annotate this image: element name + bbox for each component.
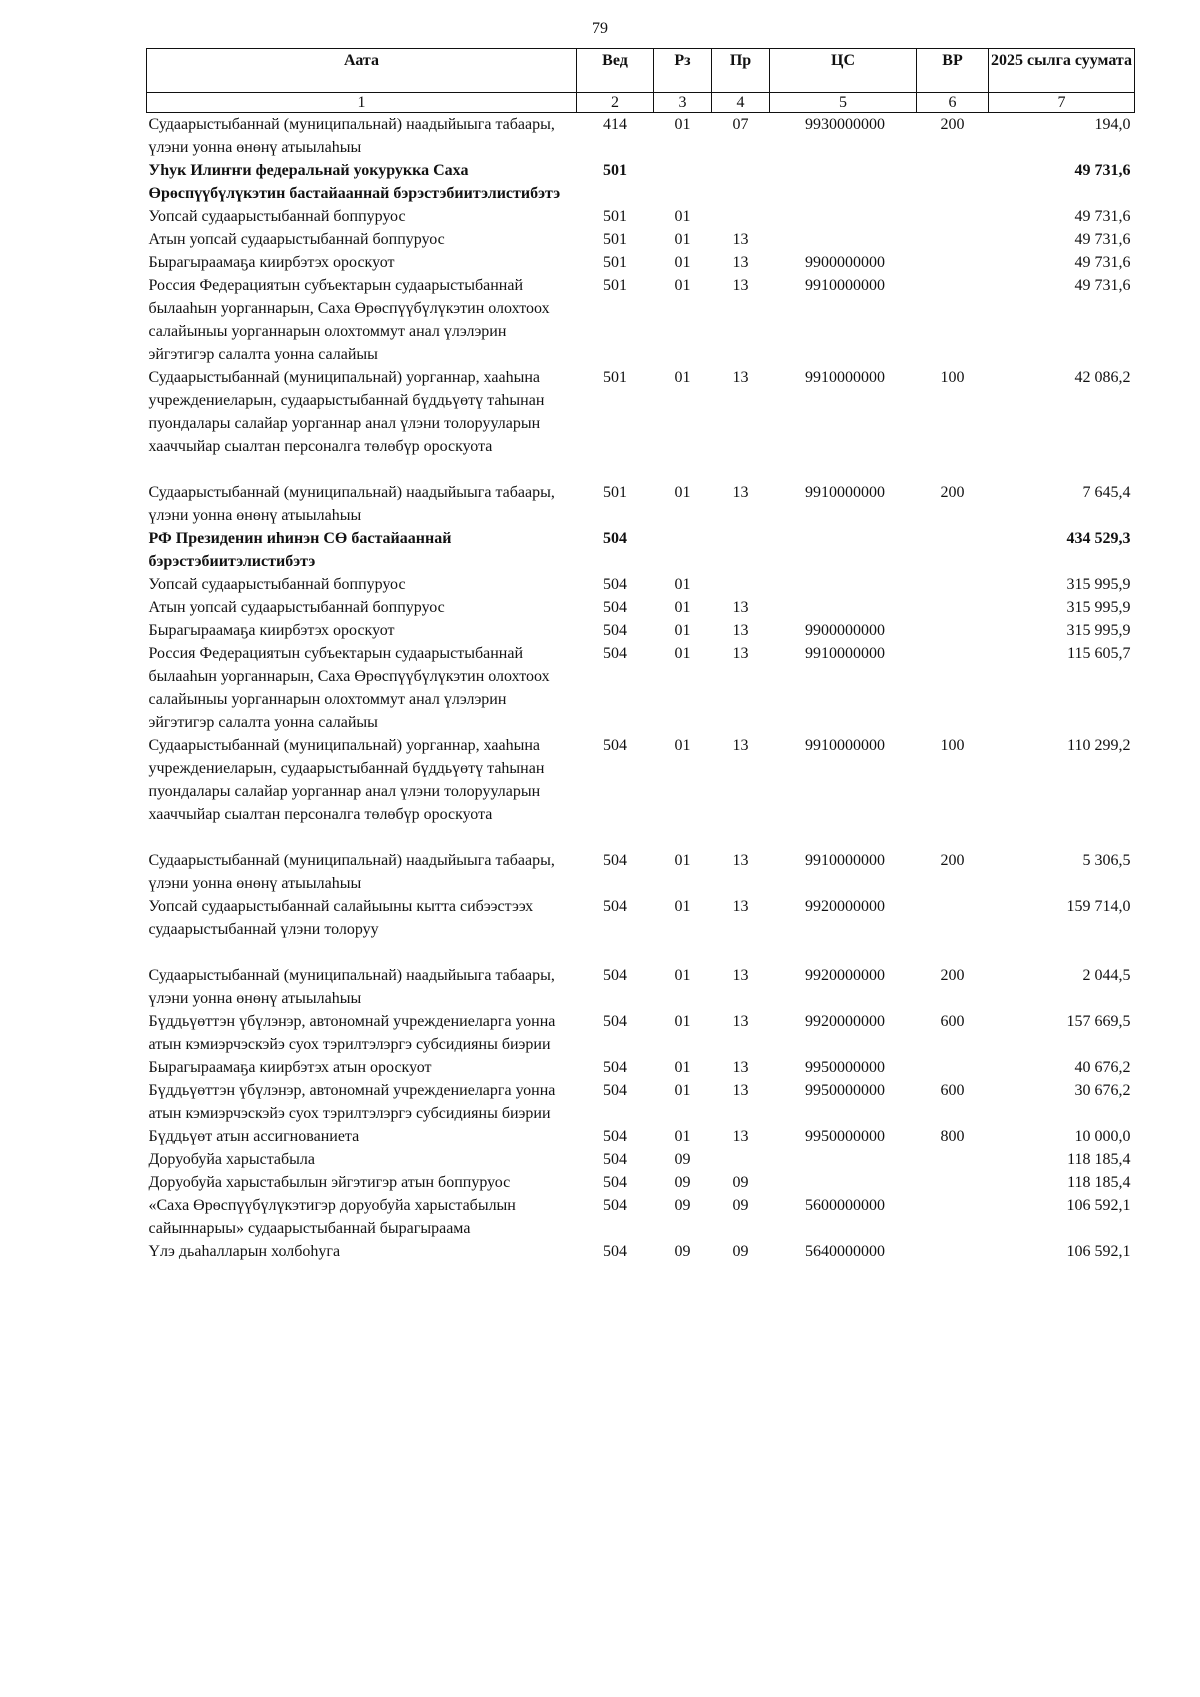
row-vr: 800 [940, 1128, 965, 1145]
row-vr [917, 895, 989, 964]
row-pr: 13 [732, 1082, 749, 1099]
row-ved: 504 [603, 622, 627, 639]
row-pr: 13 [732, 599, 749, 616]
row-pr: 09 [732, 1243, 749, 1260]
row-sum: 10 000,0 [1074, 1128, 1131, 1145]
row-sum: 49 731,6 [1074, 162, 1131, 179]
row-sum: 118 185,4 [1067, 1151, 1131, 1168]
row-name: Уопсай судаарыстыбаннай боппуруос [148, 208, 406, 225]
budget-table [146, 48, 1135, 1263]
row-rz [654, 159, 712, 205]
row-name: Судаарыстыбаннай (муниципальнай) наадыйыыга табаары, үлэни уонна өнөнү атыылаһыы [148, 116, 555, 156]
row-cs: 9950000000 [805, 1059, 885, 1076]
row-vr: 200 [940, 484, 965, 501]
column-header-cs: ЦС [770, 49, 917, 93]
row-rz: 01 [674, 599, 691, 616]
row-name: Россия Федерациятын субъектарын судаарыстыбаннай былааһын уорганнарын, Саха Өрөспүүбүлүкэтин олохтоох салайыныы уорганнарын олохтоммут анал үлэлэрин эйгэтигэр салалта уонна салайыы [148, 277, 550, 363]
row-pr: 09 [732, 1197, 749, 1214]
row-ved: 504 [603, 530, 627, 547]
table-row [147, 619, 1135, 642]
row-name: Судаарыстыбаннай (муниципальнай) наадыйыыга табаары, үлэни уонна өнөнү атыылаһыы [148, 852, 555, 892]
row-vr: 200 [940, 852, 965, 869]
row-cs: 9910000000 [805, 277, 885, 294]
table-body [147, 113, 1135, 1264]
row-ved: 504 [603, 967, 627, 984]
row-sum: 42 086,2 [1074, 369, 1131, 386]
row-sum: 157 669,5 [1066, 1013, 1131, 1030]
table-header-row [147, 49, 1135, 93]
row-ved: 501 [603, 231, 627, 248]
row-rz: 01 [674, 231, 691, 248]
row-ved: 504 [603, 1174, 627, 1191]
table-row [147, 228, 1135, 251]
row-pr [712, 573, 770, 596]
row-cs: 9910000000 [805, 484, 885, 501]
row-name: Бырагыраамаҕа киирбэтэх атын ороскуот [148, 1059, 432, 1076]
row-ved: 504 [603, 852, 627, 869]
row-rz [654, 527, 712, 573]
row-name: Уһук Илиҥҥи федеральнай уокурукка Саха Өрөспүүбүлүкэтин бастайааннай бэрэстэбиитэлистибэтэ [148, 162, 561, 202]
row-vr: 600 [940, 1013, 965, 1030]
row-pr [712, 1148, 770, 1171]
column-number: 4 [712, 93, 770, 113]
row-vr [917, 1171, 989, 1194]
row-sum: 106 592,1 [1066, 1243, 1131, 1260]
row-ved: 414 [603, 116, 627, 133]
row-name: Уопсай судаарыстыбаннай боппуруос [148, 576, 406, 593]
row-name: Бүддьүөттэн үбүлэнэр, автономнай учреждениеларга уонна атын кэмиэрчэскэйэ суох тэрилтэлэргэ субсидияны биэрии [148, 1082, 556, 1122]
row-sum: 49 731,6 [1074, 254, 1131, 271]
row-vr: 100 [940, 737, 965, 754]
row-name: Судаарыстыбаннай (муниципальнай) наадыйыыга табаары, үлэни уонна өнөнү атыылаһыы [148, 967, 555, 1007]
table-row [147, 274, 1135, 366]
row-ved: 501 [603, 208, 627, 225]
row-vr [917, 1194, 989, 1240]
row-name: Судаарыстыбаннай (муниципальнай) уорганнар, хааһына учреждениеларын, судаарыстыбаннай бүддьүөтү таһынан пуондалары салайар уорганнар анал үлэни толорууларын хааччыйар сыалтан персоналга төлөбүр ороскуота [148, 737, 545, 823]
row-rz: 01 [674, 116, 691, 133]
table-row [147, 895, 1135, 964]
row-pr: 13 [732, 277, 749, 294]
row-pr: 13 [732, 1128, 749, 1145]
row-cs: 9920000000 [805, 967, 885, 984]
row-sum: 159 714,0 [1066, 898, 1131, 915]
row-cs [770, 527, 917, 573]
row-rz: 01 [674, 254, 691, 271]
row-rz: 01 [674, 277, 691, 294]
row-rz: 09 [674, 1151, 691, 1168]
row-vr: 200 [940, 116, 965, 133]
row-rz: 01 [674, 1013, 691, 1030]
row-name: Бүддьүөттэн үбүлэнэр, автономнай учреждениеларга уонна атын кэмиэрчэскэйэ суох тэрилтэлэргэ субсидияны биэрии [148, 1013, 556, 1053]
row-pr [712, 205, 770, 228]
row-vr [917, 573, 989, 596]
column-number: 2 [577, 93, 654, 113]
row-pr [712, 527, 770, 573]
row-rz: 09 [674, 1174, 691, 1191]
row-pr: 13 [732, 254, 749, 271]
column-number: 5 [770, 93, 917, 113]
row-ved: 504 [603, 576, 627, 593]
row-sum: 315 995,9 [1066, 599, 1131, 616]
row-sum: 106 592,1 [1066, 1197, 1131, 1214]
row-vr: 100 [940, 369, 965, 386]
row-cs: 9910000000 [805, 737, 885, 754]
row-name: Үлэ дьаһалларын холбоһуга [148, 1243, 341, 1260]
row-name: Бүддьүөт атын ассигнованиета [148, 1128, 360, 1145]
table-row [147, 1240, 1135, 1263]
table-row [147, 1056, 1135, 1079]
row-rz: 01 [674, 622, 691, 639]
row-vr [917, 251, 989, 274]
row-vr [917, 642, 989, 734]
row-name: Атын уопсай судаарыстыбаннай боппуруос [148, 599, 445, 616]
column-number: 3 [654, 93, 712, 113]
row-name: Судаарыстыбаннай (муниципальнай) наадыйыыга табаары, үлэни уонна өнөнү атыылаһыы [148, 484, 555, 524]
row-pr: 13 [732, 1059, 749, 1076]
row-cs [770, 573, 917, 596]
row-pr: 13 [732, 369, 749, 386]
column-header-rz: Рз [654, 49, 712, 93]
row-ved: 504 [603, 1197, 627, 1214]
table-row [147, 159, 1135, 205]
row-vr [917, 1240, 989, 1263]
column-number: 1 [147, 93, 577, 113]
row-sum: 40 676,2 [1074, 1059, 1131, 1076]
row-vr [917, 159, 989, 205]
row-ved: 504 [603, 898, 627, 915]
row-ved: 504 [603, 1082, 627, 1099]
row-pr: 13 [732, 231, 749, 248]
row-vr [917, 619, 989, 642]
row-vr: 600 [940, 1082, 965, 1099]
row-sum: 49 731,6 [1074, 208, 1131, 225]
row-name: Доруобуйа харыстабыла [148, 1151, 316, 1168]
row-cs: 9930000000 [805, 116, 885, 133]
row-sum: 315 995,9 [1066, 622, 1131, 639]
row-sum: 30 676,2 [1074, 1082, 1131, 1099]
table-row [147, 596, 1135, 619]
row-pr: 13 [732, 898, 749, 915]
row-pr: 13 [732, 737, 749, 754]
row-cs [770, 205, 917, 228]
column-header-ved: Вед [577, 49, 654, 93]
table-row [147, 1010, 1135, 1056]
row-cs [770, 228, 917, 251]
row-pr: 09 [732, 1174, 749, 1191]
row-sum: 110 299,2 [1067, 737, 1131, 754]
row-sum: 49 731,6 [1074, 231, 1131, 248]
table-row [147, 1171, 1135, 1194]
row-rz: 01 [674, 484, 691, 501]
row-name: Уопсай судаарыстыбаннай салайыыны кыттa сибээстээх судаарыстыбаннай үлэни толоруу [148, 898, 534, 938]
row-vr [917, 1056, 989, 1079]
row-cs: 9910000000 [805, 852, 885, 869]
row-sum: 315 995,9 [1066, 576, 1131, 593]
row-ved: 504 [603, 737, 627, 754]
table-row [147, 642, 1135, 734]
row-ved: 504 [603, 1151, 627, 1168]
row-vr [917, 527, 989, 573]
row-vr [917, 274, 989, 366]
row-pr: 13 [732, 967, 749, 984]
row-cs: 9900000000 [805, 254, 885, 271]
row-sum: 7 645,4 [1082, 484, 1131, 501]
row-cs: 5600000000 [805, 1197, 885, 1214]
table-row [147, 113, 1135, 160]
row-rz: 01 [674, 967, 691, 984]
table-row [147, 849, 1135, 895]
row-rz: 01 [674, 898, 691, 915]
row-name: РФ Президенин иһинэн СӨ бастайааннай бэрэстэбиитэлистибэтэ [148, 530, 452, 570]
table-row [147, 964, 1135, 1010]
row-vr [917, 205, 989, 228]
table-row [147, 1148, 1135, 1171]
row-cs: 9950000000 [805, 1082, 885, 1099]
row-cs: 5640000000 [805, 1243, 885, 1260]
column-number-row [147, 93, 1135, 113]
row-cs [770, 596, 917, 619]
row-ved: 504 [603, 599, 627, 616]
row-ved: 501 [603, 369, 627, 386]
row-ved: 504 [603, 1059, 627, 1076]
row-vr: 200 [940, 967, 965, 984]
row-name: Атын уопсай судаарыстыбаннай боппуруос [148, 231, 445, 248]
row-pr [712, 159, 770, 205]
page-number: 79 [592, 20, 608, 37]
row-cs [770, 1148, 917, 1171]
row-vr [917, 228, 989, 251]
table-row [147, 573, 1135, 596]
row-sum: 118 185,4 [1067, 1174, 1131, 1191]
table-row [147, 527, 1135, 573]
table-row [147, 205, 1135, 228]
column-header-sum: 2025 сылга суумата [989, 49, 1135, 93]
row-ved: 504 [603, 1013, 627, 1030]
row-vr [917, 596, 989, 619]
row-cs: 9920000000 [805, 1013, 885, 1030]
row-name: Бырагыраамаҕа киирбэтэх ороскуот [148, 622, 395, 639]
row-sum: 115 605,7 [1067, 645, 1131, 662]
table-row [147, 1194, 1135, 1240]
table-row [147, 251, 1135, 274]
table-row [147, 734, 1135, 849]
row-rz: 01 [674, 369, 691, 386]
row-ved: 501 [603, 484, 627, 501]
table-row [147, 1125, 1135, 1148]
table-row [147, 481, 1135, 527]
row-sum: 49 731,6 [1074, 277, 1131, 294]
row-cs: 9900000000 [805, 622, 885, 639]
row-pr: 13 [732, 622, 749, 639]
row-rz: 09 [674, 1243, 691, 1260]
row-cs: 9920000000 [805, 898, 885, 915]
row-name: Судаарыстыбаннай (муниципальнай) уорганнар, хааһына учреждениеларын, судаарыстыбаннай бүддьүөтү таһынан пуондалары салайар уорганнар анал үлэни толорууларын хааччыйар сыалтан персоналга төлөбүр ороскуота [148, 369, 545, 455]
row-sum: 434 529,3 [1066, 530, 1131, 547]
row-rz: 09 [674, 1197, 691, 1214]
row-pr: 13 [732, 484, 749, 501]
row-name: «Саха Өрөспүүбүлүкэтигэр доруобуйа харыстабылын сайыннарыы» судаарыстыбаннай бырагыраама [148, 1197, 516, 1237]
column-header-pr: Пр [712, 49, 770, 93]
row-name: Доруобуйа харыстабылын эйгэтигэр атын боппуруос [148, 1174, 511, 1191]
column-number: 6 [917, 93, 989, 113]
row-name: Россия Федерациятын субъектарын судаарыстыбаннай былааһын уорганнарын, Саха Өрөспүүбүлүкэтин олохтоох салайыныы уорганнарын олохтоммут анал үлэлэрин эйгэтигэр салалта уонна салайыы [148, 645, 550, 731]
row-name: Бырагыраамаҕа киирбэтэх ороскуот [148, 254, 395, 271]
row-pr: 07 [732, 116, 749, 133]
row-cs: 9910000000 [805, 369, 885, 386]
row-ved: 501 [603, 277, 627, 294]
row-cs [770, 159, 917, 205]
row-rz: 01 [674, 208, 691, 225]
row-rz: 01 [674, 645, 691, 662]
row-sum: 5 306,5 [1082, 852, 1131, 869]
row-vr [917, 1148, 989, 1171]
column-header-name: Аата [147, 49, 577, 93]
row-pr: 13 [732, 1013, 749, 1030]
row-rz: 01 [674, 1059, 691, 1076]
table-row [147, 366, 1135, 481]
row-cs: 9910000000 [805, 645, 885, 662]
row-sum: 2 044,5 [1082, 967, 1131, 984]
row-rz: 01 [674, 737, 691, 754]
row-cs [770, 1171, 917, 1194]
table-row [147, 1079, 1135, 1125]
row-rz: 01 [674, 576, 691, 593]
row-ved: 501 [603, 162, 627, 179]
row-ved: 501 [603, 254, 627, 271]
column-header-vr: ВР [917, 49, 989, 93]
row-sum: 194,0 [1094, 116, 1131, 133]
column-number: 7 [989, 93, 1135, 113]
row-rz: 01 [674, 852, 691, 869]
row-rz: 01 [674, 1082, 691, 1099]
row-cs: 9950000000 [805, 1128, 885, 1145]
row-rz: 01 [674, 1128, 691, 1145]
row-ved: 504 [603, 1243, 627, 1260]
row-pr: 13 [732, 852, 749, 869]
row-pr: 13 [732, 645, 749, 662]
row-ved: 504 [603, 1128, 627, 1145]
row-ved: 504 [603, 645, 627, 662]
